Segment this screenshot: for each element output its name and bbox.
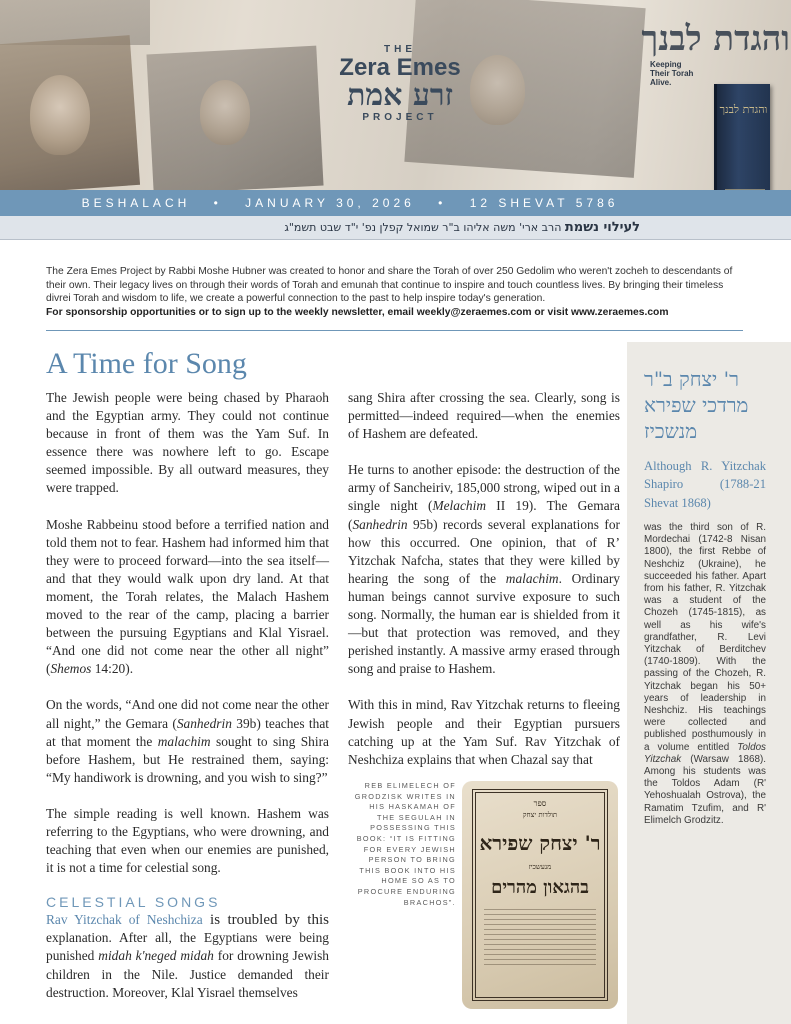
dedication-text bbox=[0, 220, 640, 235]
zera-emes-logo bbox=[300, 44, 500, 123]
sidebar-hebrew-name: ר' יצחק ב"ר מרדכי שפירא מנשכיז bbox=[644, 367, 749, 443]
title-page-line: בהגאון מהרים bbox=[491, 877, 589, 898]
separator: • bbox=[213, 196, 222, 210]
sidebar-lead: Although R. Yitzchak Shapiro (1788-21 Shevat 1868) bbox=[644, 459, 766, 510]
title-page-line: מנעשכיז bbox=[528, 863, 552, 871]
logo-project: PROJECT bbox=[362, 112, 438, 123]
sponsorship-cta: For sponsorship opportunities or to sign up to the weekly newsletter, email weekly@zeraemes.com or visit www.zeraemes.com bbox=[46, 306, 669, 318]
logo-english: Zera Emes bbox=[339, 54, 461, 81]
paragraph: The Jewish people were being chased by Pharaoh and the Egyptian army. They could not continue because in front of them was the Yam Suf. In essence there was nowhere left to go. Escape seemed impossible. By all outward measures, they were trapped. bbox=[46, 390, 329, 496]
image-caption: REB ELIMELECH OF GRODZISK WRITES IN HIS HASKAMAH OF THE SEGULAH IN POSSESSING THIS BOOK: “IT IS FITTING FOR EVERY JEWISH PERSON TO BRING THIS BOOK INTO HIS HOME SO AS TO PROCURE ENDURING BRACHOS”. bbox=[354, 781, 456, 907]
hebrew-date: 12 SHEVAT 5786 bbox=[469, 196, 619, 210]
divider bbox=[46, 330, 743, 331]
date-bar-text bbox=[0, 196, 700, 210]
paragraph: sang Shira after crossing the sea. Clearly, song is permitted—indeed required—when the enemies of Hashem are defeated. bbox=[348, 390, 620, 442]
rav-name: Rav Yitzchak of Neshchiza bbox=[46, 912, 203, 928]
article-column-1 bbox=[46, 389, 329, 1002]
header-banner bbox=[0, 0, 791, 190]
date-bar bbox=[0, 190, 791, 216]
paragraph: Rav Yitzchak of Neshchiza is troubled by this explanation. After all, the Egyptians were being punished midah k'neged midah for drowning Jewish children in the Nile. Justice demanded their destruction. Moreover, Klal Yisrael themselves bbox=[46, 912, 330, 1000]
parsha-name: BESHALACH bbox=[81, 196, 191, 210]
book-tagline: Keeping Their Torah Alive. bbox=[650, 60, 694, 87]
portrait-figure bbox=[30, 75, 90, 155]
dedication-label: לעילוי נשמת bbox=[564, 220, 640, 235]
logo-hebrew: זרע אמת bbox=[347, 78, 453, 113]
book-title-hebrew: והגדת לבנך bbox=[641, 19, 790, 59]
separator: • bbox=[438, 196, 447, 210]
section-subhead: CELESTIAL SONGS bbox=[46, 894, 221, 911]
paragraph: He turns to another episode: the destruction of the army of Sancheiriv, 185,000 strong, wiped out in a single night (Melachim II 19). The Gemara (Sanhedrin 95b) records several explanations for how this occurred. One opinion, that of R’ Yitzchak Nafcha, states that they were killed by hearing the song of the malachim. Ordinary human beings cannot survive exposure to such song. Normally, the human ear is shielded from it—but that protection was removed, and they perished instantly. A massive army erased through song and praise to Hashem. bbox=[348, 462, 620, 677]
intro-text: The Zera Emes Project by Rabbi Moshe Hubner was created to honor and share the Torah of over 250 Gedolim who weren't zocheh to descendants of their own. Their legacy lives on through their words of Torah and emunah that continue to inspire and touch countless lives. By bringing their timeless divrei Torah and wisdom to life, we create a powerful connection to the past to help inspire today's generation. bbox=[46, 266, 733, 304]
portrait-figure bbox=[200, 80, 250, 145]
intro-paragraph bbox=[46, 265, 746, 319]
dedication-bar bbox=[0, 216, 791, 240]
dedication-name: הרב ארי' משה אליהו ב"ר שמואל קפלן נפ' י"ד שבט תשמ"ג bbox=[284, 221, 562, 234]
book-cover-title: והגדת לבנך bbox=[719, 103, 768, 116]
article-column-2 bbox=[348, 389, 620, 787]
logo-the: THE bbox=[384, 44, 416, 55]
title-page-line: תולדות יצחק bbox=[522, 811, 558, 819]
book-title-page-image bbox=[462, 781, 618, 1009]
gregorian-date: JANUARY 30, 2026 bbox=[245, 196, 415, 210]
sidebar-body: was the third son of R. Mordechai (1742-8 Nisan 1800), the first Rebbe of Neshchiz (Ukraine), he succeeded his father. Apart from his father, R. Yitzchak was a student of the Chozeh (1745-1815), as well as his wife's grandfather, R. Levi Yitzchak of Berditchev (1740-1809). With the passing of the Chozeh, R. Yitzchak began his 50+ years of leadership in Neshchiz. His teachings were collected and published posthumously in a volume entitled Toldos Yitzchak (Warsaw 1868). Among his students was the Toldos Adam (R' Yehoshualah Ostrova), the Ramatim Tzufim, and R' Elimelch Grodzitz. bbox=[644, 522, 766, 826]
paragraph: Moshe Rabbeinu stood before a terrified nation and told them not to fear. Hashem had informed him that they were to proceed forward—into the sea itself—and that they would walk upon dry land. At that moment, the Torah relates, the Malach Hashem moved to the rear of the camp, placing a barrier between the pursuing Egyptians and Klal Yisrael. “And one did not come near the other all night” (Shemos 14:20). bbox=[46, 516, 329, 677]
title-page-text-block bbox=[484, 905, 596, 965]
paragraph: On the words, “And one did not come near the other all night,” the Gemara (Sanhedrin 39b) teaches that at that moment the malachim sought to sing Shira before Hashem, but He restrained them, saying: “My handiwork is drowning, and you wish to sing?” bbox=[46, 697, 329, 785]
paragraph: With this in mind, Rav Yitzchak returns to fleeing Jewish people and their Egyptian pursuers catching up at the Yam Suf. Rav Yitzchak of Neshchiza explains that when Chazal say that bbox=[348, 697, 620, 767]
paragraph: The simple reading is well known. Hashem was referring to the Egyptians, who were drowning, and teaching that even when our enemies are punished, it is not a time for celestial song. bbox=[46, 805, 329, 876]
title-page-line: ר' יצחק שפירא bbox=[479, 831, 601, 855]
article-title: A Time for Song bbox=[46, 347, 247, 380]
title-page-line: ספר bbox=[533, 799, 547, 808]
